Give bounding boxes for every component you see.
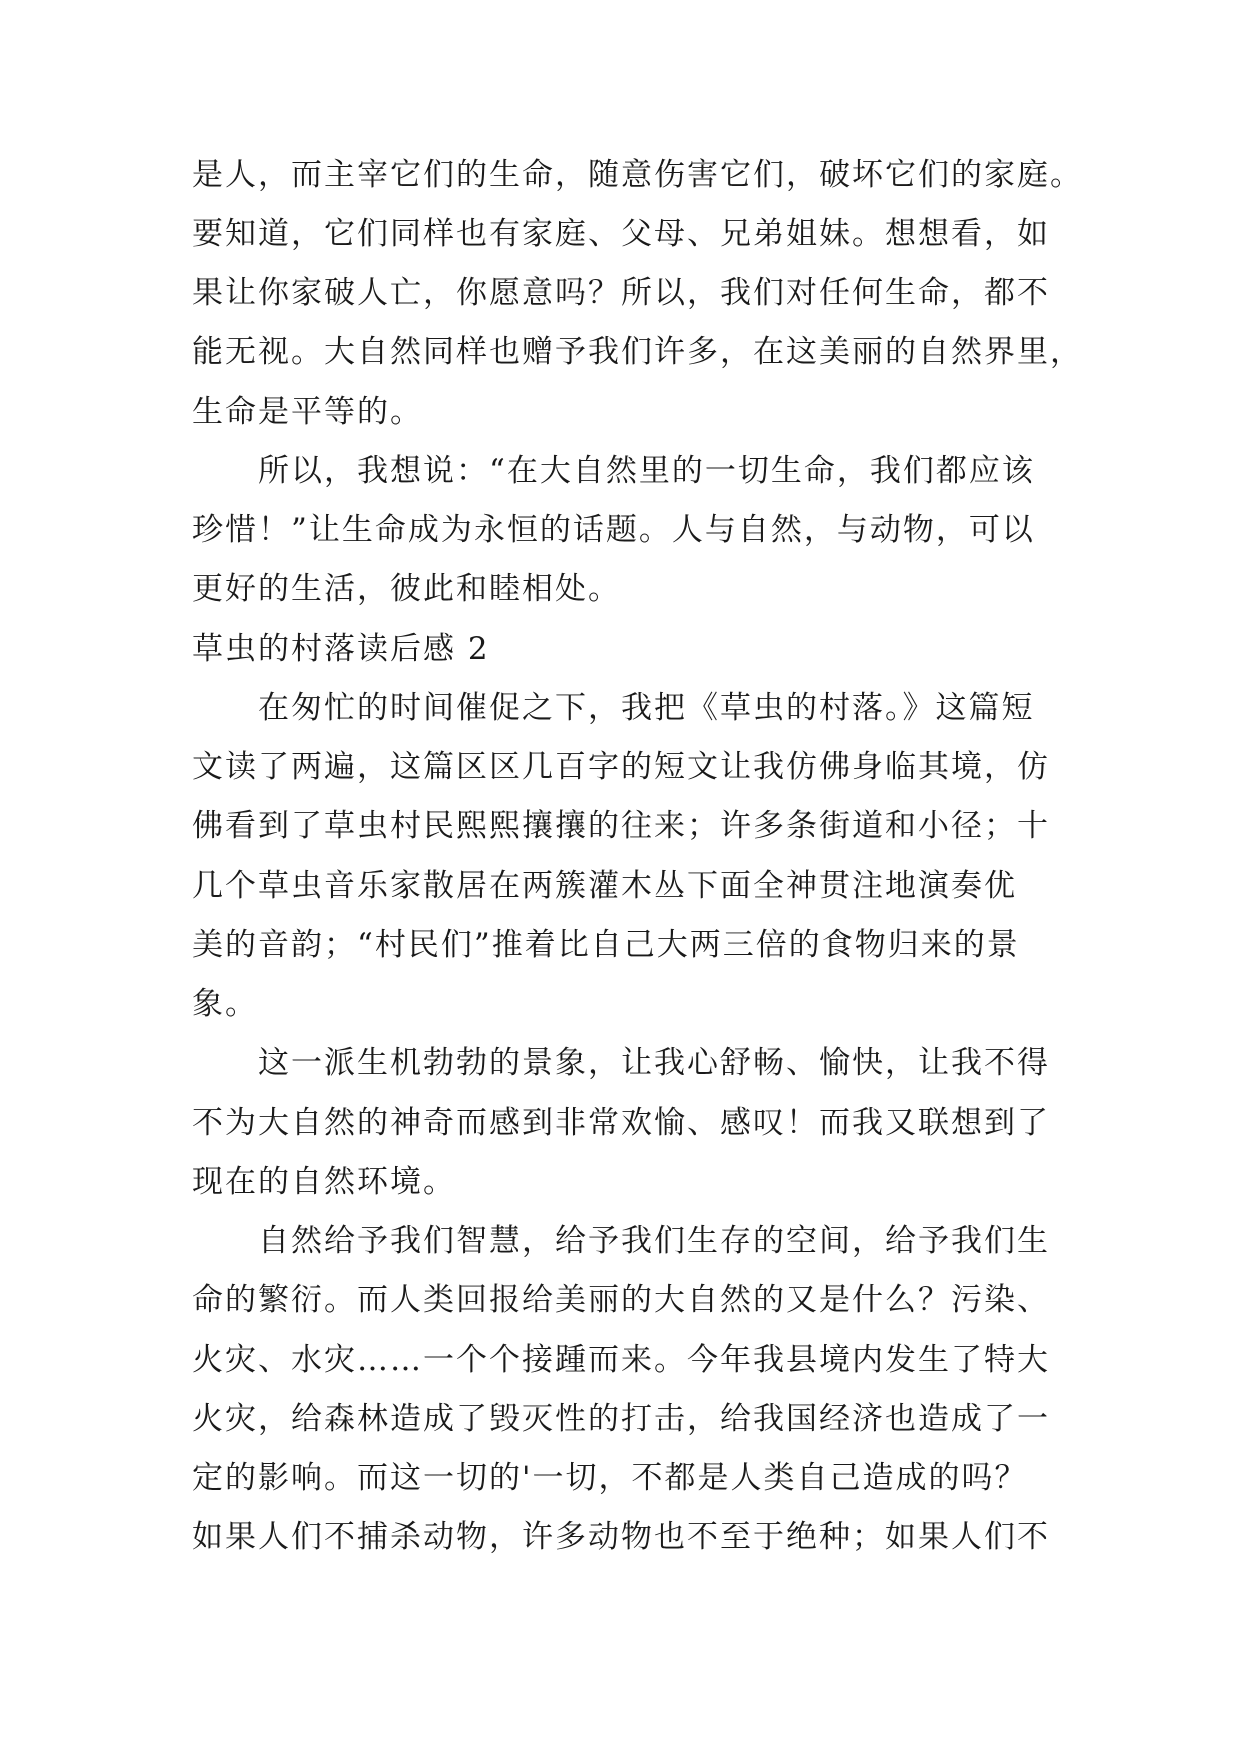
text-line: 自然给予我们智慧，给予我们生存的空间，给予我们生 bbox=[258, 1223, 1050, 1259]
text-line: 如果人们不捕杀动物，许多动物也不至于绝种；如果人们不 bbox=[192, 1519, 1050, 1555]
text-line: 这一派生机勃勃的景象，让我心舒畅、愉快，让我不得 bbox=[258, 1045, 1050, 1081]
text-line: 是人，而主宰它们的生命，随意伤害它们，破坏它们的家庭。 bbox=[192, 157, 1083, 193]
text-line: 定的影响。而这一切的'一切，不都是人类自己造成的吗？ bbox=[192, 1460, 1028, 1496]
text-line: 生命是平等的。 bbox=[192, 394, 423, 430]
text-line: 火灾、水灾……一个个接踵而来。今年我县境内发生了特大 bbox=[192, 1342, 1050, 1378]
text-line: 要知道，它们同样也有家庭、父母、兄弟姐妹。想想看，如 bbox=[192, 216, 1050, 252]
text-line: 珍惜！”让生命成为永恒的话题。人与自然，与动物，可以 bbox=[192, 512, 1035, 548]
text-line: 能无视。大自然同样也赠予我们许多，在这美丽的自然界里， bbox=[192, 334, 1083, 370]
text-line: 文读了两遍，这篇区区几百字的短文让我仿佛身临其境，仿 bbox=[192, 749, 1050, 785]
text-line: 美的音韵；“村民们”推着比自己大两三倍的食物归来的景 bbox=[192, 927, 1020, 963]
text-line: 果让你家破人亡，你愿意吗？所以，我们对任何生命，都不 bbox=[192, 275, 1050, 311]
text-line: 所以，我想说：“在大自然里的一切生命，我们都应该 bbox=[258, 453, 1035, 489]
text-line: 象。 bbox=[192, 986, 258, 1022]
text-line: 火灾，给森林造成了毁灭性的打击，给我国经济也造成了一 bbox=[192, 1401, 1050, 1437]
text-line: 佛看到了草虫村民熙熙攘攘的往来；许多条街道和小径；十 bbox=[192, 808, 1050, 844]
text-line: 在匆忙的时间催促之下，我把《草虫的村落。》这篇短 bbox=[258, 690, 1035, 726]
text-line: 更好的生活，彼此和睦相处。 bbox=[192, 571, 621, 607]
section-heading: 草虫的村落读后感 2 bbox=[192, 631, 490, 667]
text-line: 几个草虫音乐家散居在两簇灌木丛下面全神贯注地演奏优 bbox=[192, 868, 1017, 904]
text-line: 不为大自然的神奇而感到非常欢愉、感叹！而我又联想到了 bbox=[192, 1105, 1050, 1141]
text-line: 命的繁衍。而人类回报给美丽的大自然的又是什么？污染、 bbox=[192, 1282, 1050, 1318]
text-line: 现在的自然环境。 bbox=[192, 1164, 456, 1200]
